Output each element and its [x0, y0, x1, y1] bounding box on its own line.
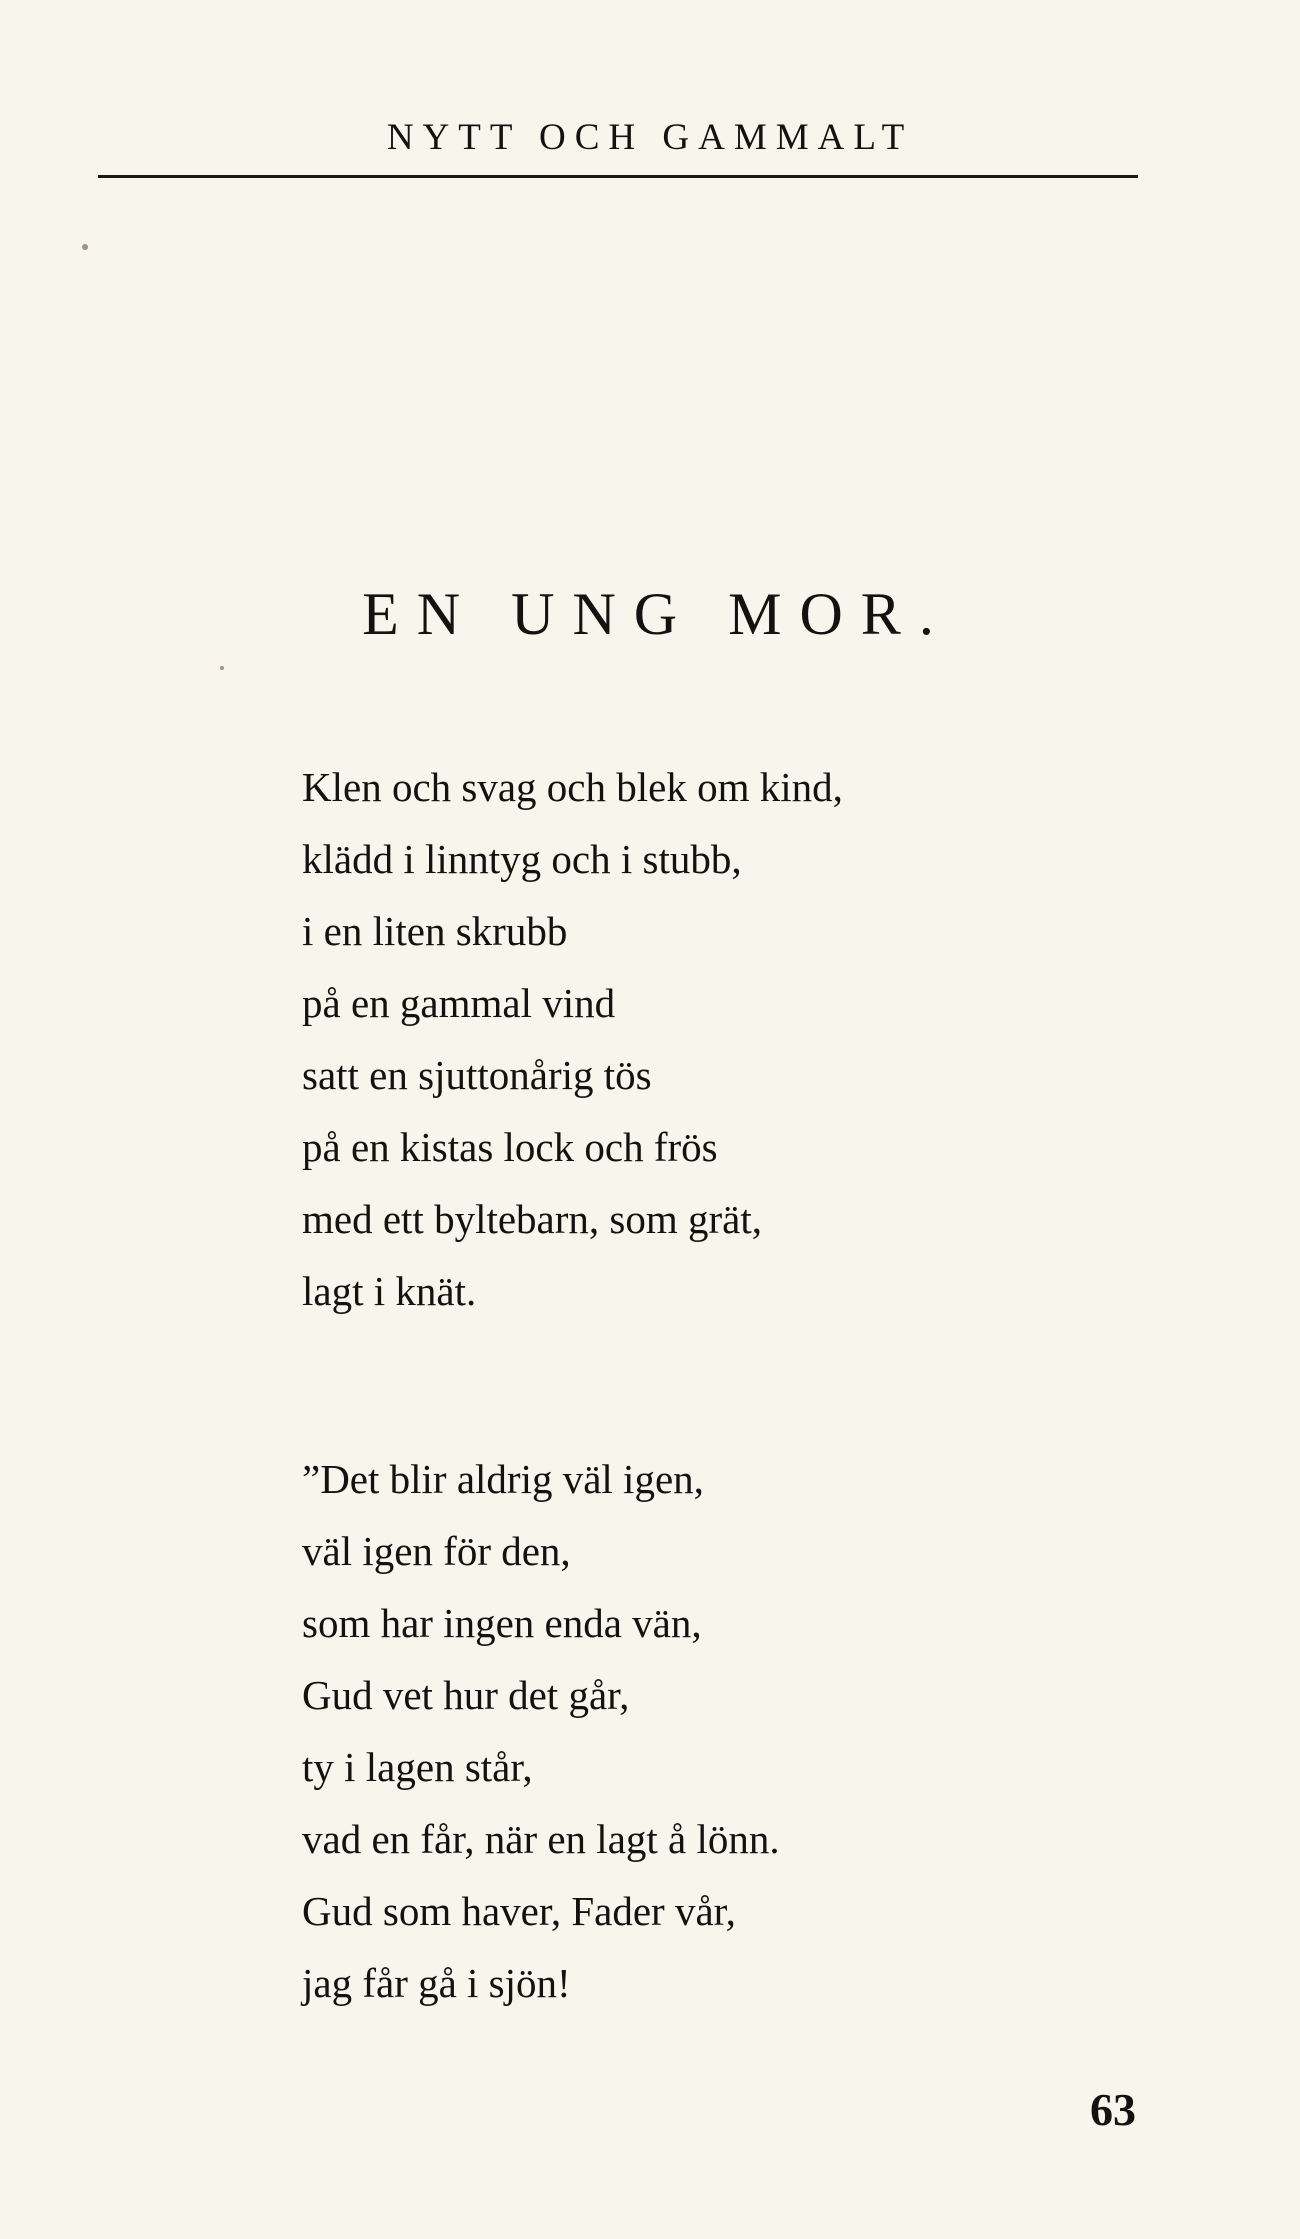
header-rule — [98, 175, 1138, 178]
poem-line: Gud som haver, Fader vår, — [302, 1888, 736, 1934]
poem-line: Klen och svag och blek om kind, — [302, 764, 843, 810]
poem-line: som har ingen enda vän, — [302, 1600, 702, 1646]
poem-line: lagt i knät. — [302, 1268, 477, 1314]
poem-title: EN UNG MOR. — [362, 581, 952, 647]
poem-line: med ett byltebarn, som grät, — [302, 1196, 762, 1242]
poem-line: klädd i linntyg och i stubb, — [302, 836, 742, 882]
poem-line: på en kistas lock och frös — [302, 1124, 718, 1170]
poem-line: ”Det blir aldrig väl igen, — [302, 1456, 704, 1502]
poem-line: i en liten skrubb — [302, 908, 568, 954]
stanza-1 — [302, 751, 843, 1327]
running-head: NYTT OCH GAMMALT — [386, 117, 914, 158]
poem-line: Gud vet hur det går, — [302, 1672, 630, 1718]
poem-line: på en gammal vind — [302, 980, 616, 1026]
poem-line: vad en får, när en lagt å lönn. — [302, 1816, 780, 1862]
poem-line: väl igen för den, — [302, 1528, 571, 1574]
paper-speck — [220, 666, 224, 670]
page-number: 63 — [1090, 2084, 1136, 2135]
poem-line: jag får gå i sjön! — [302, 1960, 571, 2006]
poem-line: satt en sjuttonårig tös — [302, 1052, 652, 1098]
paper-speck — [82, 244, 88, 250]
poem-line: ty i lagen står, — [302, 1744, 533, 1790]
stanza-2 — [302, 1443, 780, 2019]
